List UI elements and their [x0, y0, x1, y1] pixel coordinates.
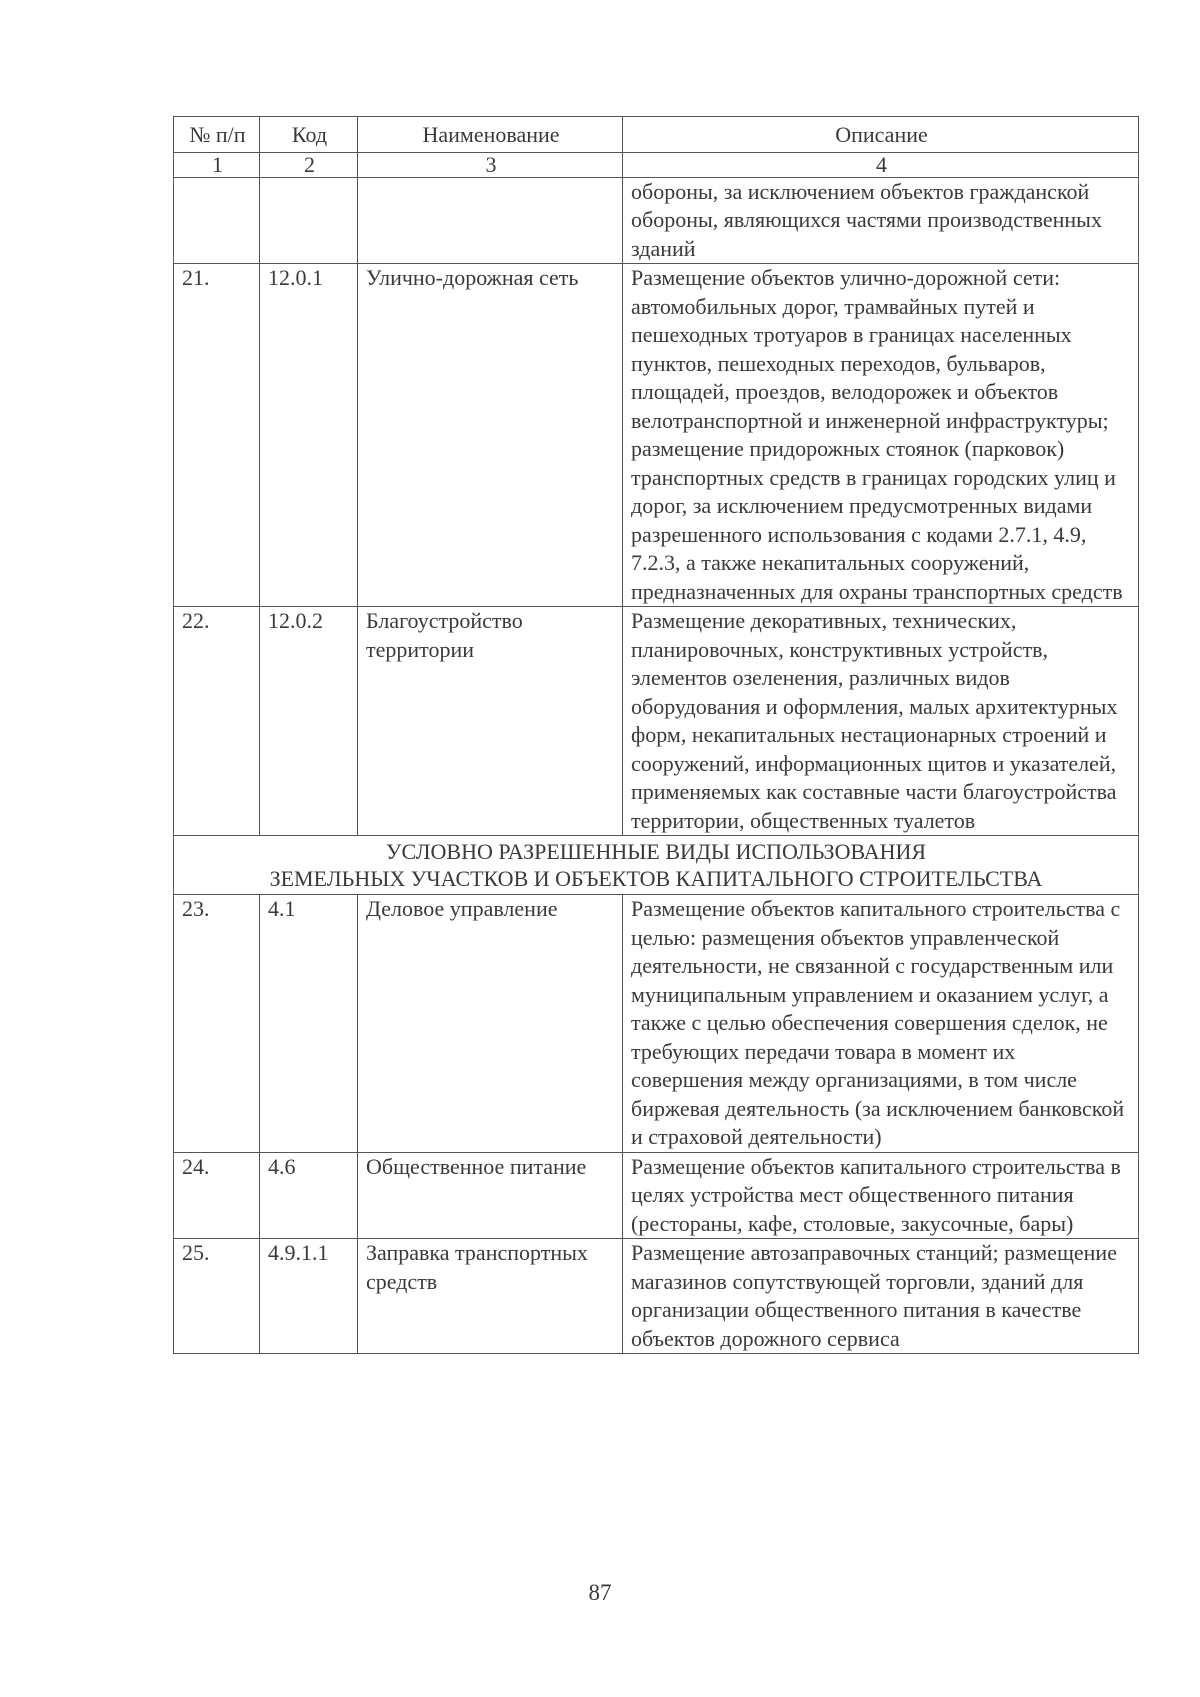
row-code: 4.6 [260, 1152, 358, 1239]
row-name: Деловое управление [358, 895, 623, 1153]
header-name: Наименование [358, 117, 623, 153]
column-number-3: 3 [358, 152, 623, 177]
table-row [174, 895, 1139, 1153]
header-number: № п/п [174, 117, 260, 153]
page-number: 87 [588, 1580, 612, 1605]
row-name: Заправка транспортных средств [358, 1239, 623, 1354]
row-description: Размещение объектов капитального строительства в целях устройства мест общественного питания (рестораны, кафе, столовые, закусочные, бары) [623, 1152, 1139, 1239]
table-row [174, 1152, 1139, 1239]
column-number-2: 2 [260, 152, 358, 177]
row-code: 12.0.2 [260, 607, 358, 836]
row-name: Благоустройство территории [358, 607, 623, 836]
row-number: 21. [174, 264, 260, 607]
header-code: Код [260, 117, 358, 153]
row-description: Размещение объектов улично-дорожной сети: автомобильных дорог, трамвайных путей и пешеходных тротуаров в границах населенных пунктов, пешеходных переходов, бульваров, площадей, проездов, велодорожек и объектов велотранспортной и инженерной инфраструктуры; размещение придорожных стоянок (парковок) транспортных средств в границах городских улиц и дорог, за исключением предусмотренных видами разрешенного использования с кодами 2.7.1, 4.9, 7.2.3, а также некапитальных сооружений, предназначенных для охраны транспортных средств [623, 264, 1139, 607]
section-heading-row [174, 836, 1139, 895]
column-number-4: 4 [623, 152, 1139, 177]
land-use-table [173, 116, 1139, 1354]
row-description: Размещение декоративных, технических, планировочных, конструктивных устройств, элементов озеленения, различных видов оборудования и оформления, малых архитектурных форм, некапитальных нестационарных строений и сооружений, информационных щитов и указателей, применяемых как составные части благоустройства территории, общественных туалетов [623, 607, 1139, 836]
section-heading [174, 836, 1139, 895]
continuation-description: обороны, за исключением объектов гражданской обороны, являющихся частями производственных зданий [623, 177, 1139, 264]
column-number-row [174, 152, 1139, 177]
column-number-1: 1 [174, 152, 260, 177]
section-heading-line-1: УСЛОВНО РАЗРЕШЕННЫЕ ВИДЫ ИСПОЛЬЗОВАНИЯ [385, 839, 927, 864]
row-name: Улично-дорожная сеть [358, 264, 623, 607]
row-name: Общественное питание [358, 1152, 623, 1239]
row-number: 22. [174, 607, 260, 836]
row-code: 4.1 [260, 895, 358, 1153]
header-description: Описание [623, 117, 1139, 153]
row-number: 25. [174, 1239, 260, 1354]
row-code: 4.9.1.1 [260, 1239, 358, 1354]
section-heading-line-2: ЗЕМЕЛЬНЫХ УЧАСТКОВ И ОБЪЕКТОВ КАПИТАЛЬНОГО СТРОИТЕЛЬСТВА [269, 866, 1043, 891]
row-number: 23. [174, 895, 260, 1153]
table-row [174, 264, 1139, 607]
table-row [174, 607, 1139, 836]
row-description: Размещение объектов капитального строительства с целью: размещения объектов управленческой деятельности, не связанной с государственным или муниципальным управлением и оказанием услуг, а также с целью обеспечения совершения сделок, не требующих передачи товара в момент их совершения между организациями, в том числе биржевая деятельность (за исключением банковской и страховой деятельности) [623, 895, 1139, 1153]
row-description: Размещение автозаправочных станций; размещение магазинов сопутствующей торговли, зданий для организации общественного питания в качестве объектов дорожного сервиса [623, 1239, 1139, 1354]
table-row [174, 1239, 1139, 1354]
header-row [174, 117, 1139, 153]
row-number: 24. [174, 1152, 260, 1239]
row-code: 12.0.1 [260, 264, 358, 607]
continuation-row [174, 177, 1139, 264]
